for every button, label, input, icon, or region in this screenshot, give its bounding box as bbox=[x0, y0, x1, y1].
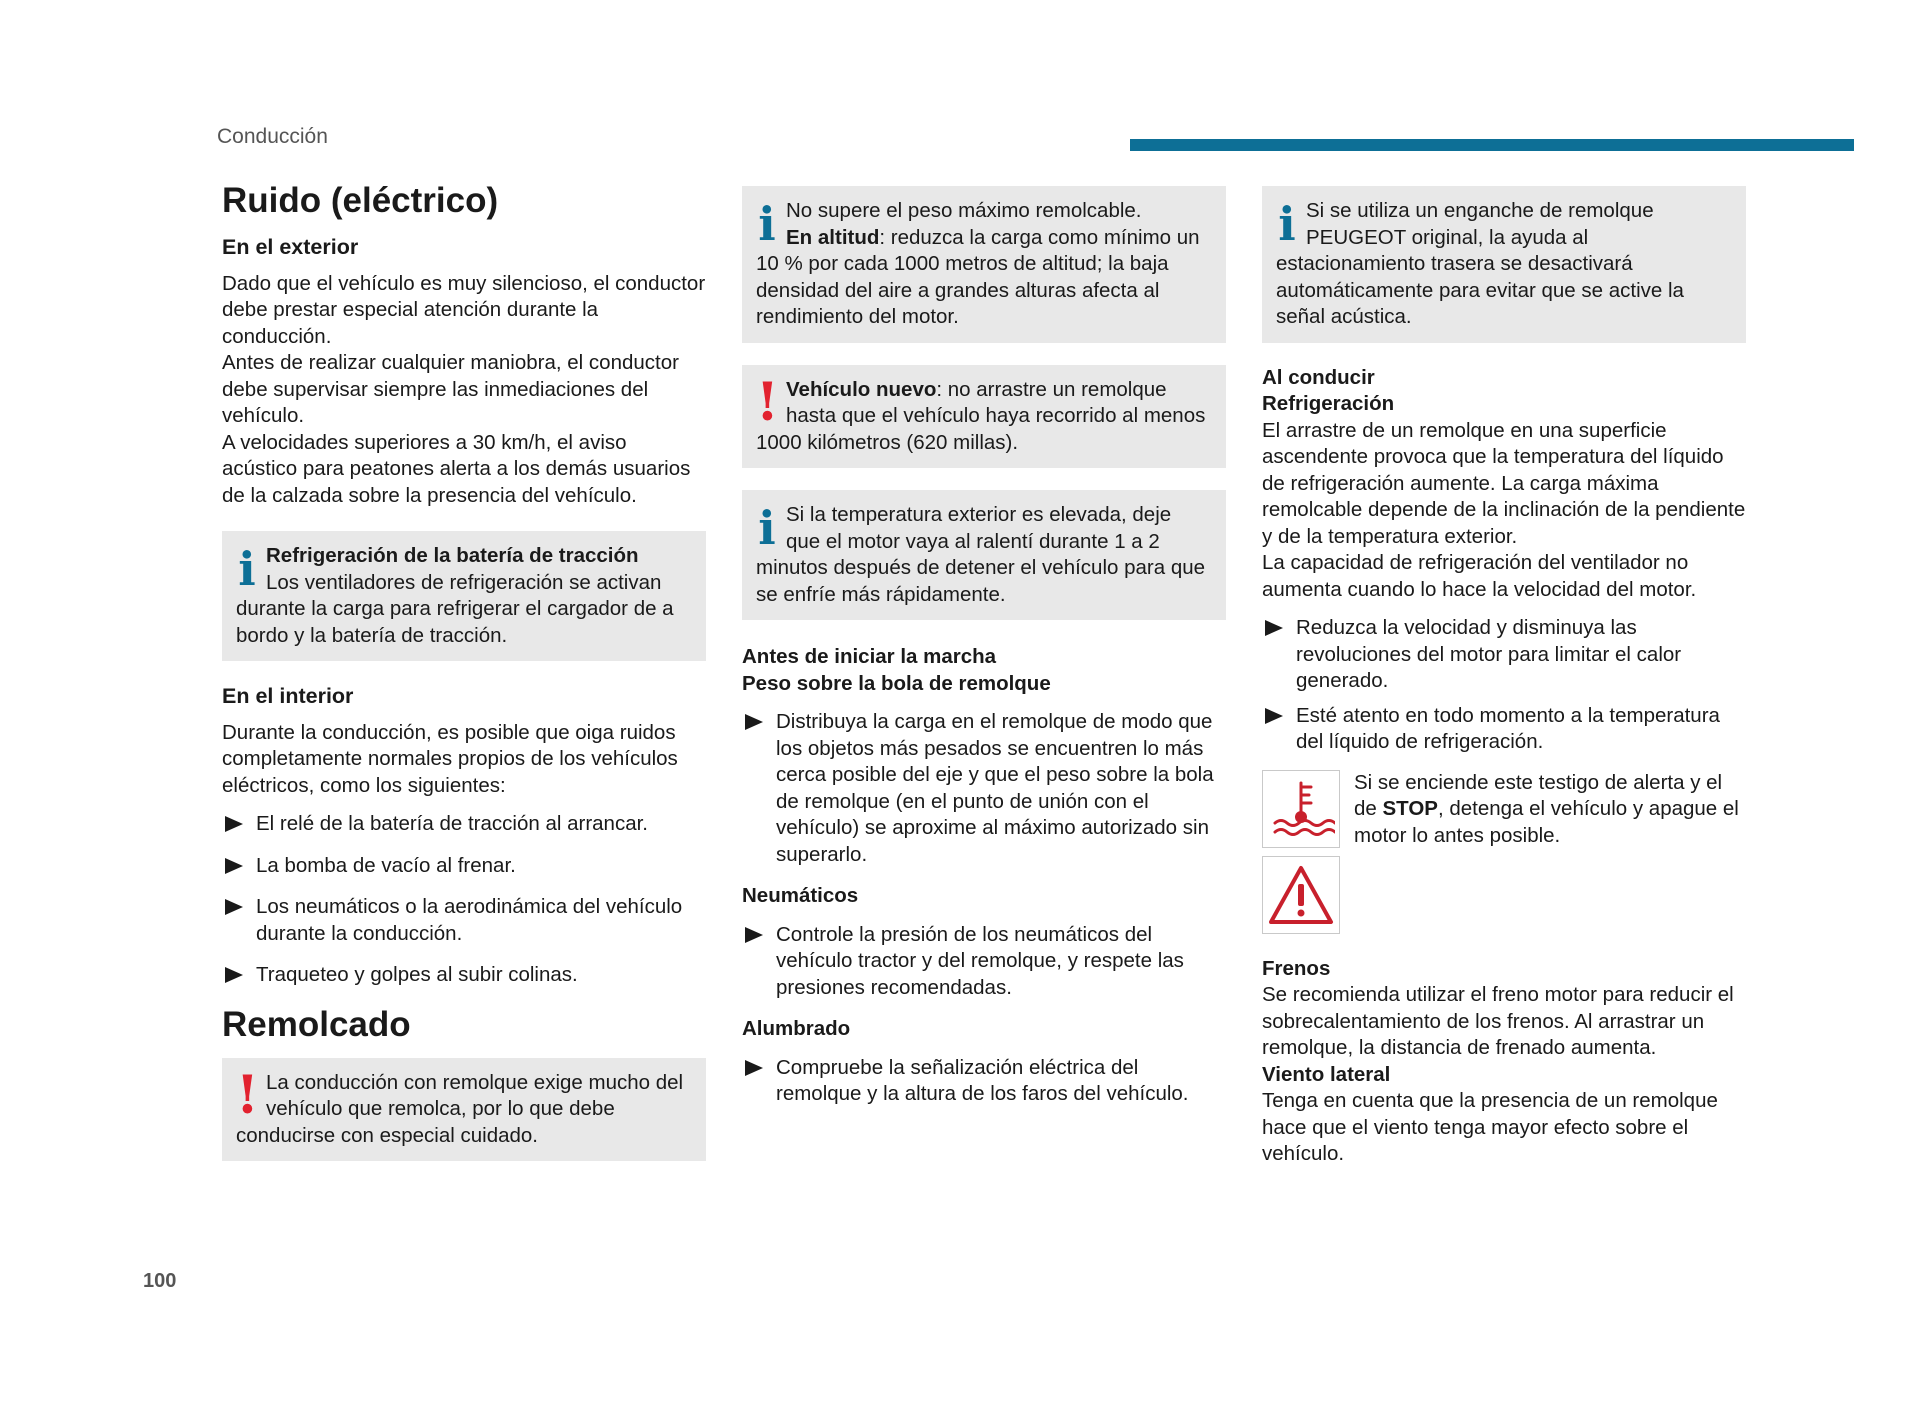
note-battery-text: Los ventiladores de refrigeración se activan durante la carga para refrigerar el cargador de a bordo y la batería de tracción. bbox=[236, 570, 674, 647]
note-altitude-bold: En altitud bbox=[786, 225, 880, 249]
ball-weight-list bbox=[742, 709, 1226, 868]
warning-new-vehicle-text bbox=[756, 371, 1210, 457]
heading-crosswind: Viento lateral bbox=[1262, 1062, 1391, 1086]
coolant-temperature-icon bbox=[1262, 770, 1340, 848]
warning-lamps bbox=[1262, 770, 1344, 942]
lighting-list bbox=[742, 1055, 1226, 1108]
warning-new-vehicle-bold: Vehículo nuevo bbox=[786, 377, 937, 401]
warning-exclamation-icon: ! bbox=[756, 371, 779, 433]
warning-exclamation-icon: ! bbox=[236, 1064, 259, 1126]
list-item: Compruebe la señalización eléctrica del remolque y la altura de los faros del vehículo. bbox=[742, 1055, 1226, 1108]
note-temperature bbox=[742, 490, 1226, 620]
info-icon: i bbox=[238, 542, 256, 596]
list-item: Traqueteo y golpes al subir colinas. bbox=[222, 962, 706, 989]
paragraph-cooling-2: La capacidad de refrigeración del ventilador no aumenta cuando lo hace la velocidad del motor. bbox=[1262, 551, 1697, 601]
warning-new-vehicle-rest: : no arrastre un remolque hasta que el vehículo haya recorrido al menos 1000 kilómetros (620 millas). bbox=[756, 377, 1206, 454]
heading-lighting: Alumbrado bbox=[742, 1017, 851, 1040]
note-temperature-text: Si la temperatura exterior es elevada, deje que el motor vaya al ralentí durante 1 a 2 minutos después de detener el vehículo para que se enfríe más rápidamente. bbox=[756, 503, 1206, 606]
list-item: La bomba de vacío al frenar. bbox=[222, 853, 706, 880]
heading-tyres: Neumáticos bbox=[742, 884, 859, 907]
list-item: El relé de la batería de tracción al arrancar. bbox=[222, 811, 706, 838]
interior-noise-list bbox=[222, 811, 706, 989]
tyres-list bbox=[742, 922, 1226, 1002]
list-item: Controle la presión de los neumáticos del vehículo tractor y del remolque, y respete las presiones recomendadas. bbox=[742, 922, 1226, 1002]
paragraph-exterior-1: Dado que el vehículo es muy silencioso, el conductor debe prestar especial atención durante la conducción. bbox=[222, 271, 706, 348]
note-tow-hitch-text: Si se utiliza un enganche de remolque PEUGEOT original, la ayuda al estacionamiento trasera se desactivará automáticamente para evitar que se active la señal acústica. bbox=[1276, 199, 1684, 328]
heading-brakes: Frenos bbox=[1262, 956, 1331, 980]
page-number: 100 bbox=[143, 1270, 177, 1292]
note-battery-title: Refrigeración de la batería de tracción bbox=[266, 544, 639, 567]
note-tow-hitch bbox=[1262, 186, 1746, 343]
note-battery-cooling bbox=[222, 531, 706, 661]
info-icon: i bbox=[758, 197, 776, 251]
title-towing: Remolcado bbox=[222, 1004, 411, 1044]
heading-cooling: Refrigeración bbox=[1262, 392, 1395, 415]
info-icon: i bbox=[1278, 197, 1296, 251]
warning-towing bbox=[222, 1058, 706, 1162]
column-1 bbox=[222, 180, 706, 1161]
heading-before-driving: Antes de iniciar la marcha bbox=[742, 645, 997, 668]
header-accent-bar bbox=[1130, 139, 1854, 151]
cooling-list bbox=[1262, 615, 1746, 756]
note-altitude bbox=[756, 225, 1210, 331]
note-max-weight-line1: No supere el peso máximo remolcable. bbox=[786, 199, 1142, 222]
coolant-warning-text bbox=[1354, 770, 1746, 942]
coolant-warning-stop: STOP bbox=[1382, 797, 1438, 820]
list-item: Esté atento en todo momento a la temperatura del líquido de refrigeración. bbox=[1262, 703, 1746, 756]
paragraph-cooling-1: El arrastre de un remolque en una superficie ascendente provoca que la temperatura del líquido de refrigeración aumente. La carga máxima remolcable depende de la inclinación de la pendiente y de la temperatura exterior. bbox=[1262, 418, 1746, 548]
column-2 bbox=[742, 180, 1226, 1123]
heading-ball-weight: Peso sobre la bola de remolque bbox=[742, 671, 1051, 695]
list-item: Reduzca la velocidad y disminuya las revoluciones del motor para limitar el calor generado. bbox=[1262, 615, 1746, 695]
note-altitude-text: : reduzca la carga como mínimo un 10 % por cada 1000 metros de altitud; la baja densidad del aire a grandes alturas afecta al rendimiento del motor. bbox=[756, 225, 1200, 328]
title-noise: Ruido (eléctrico) bbox=[222, 181, 499, 220]
paragraph-interior: Durante la conducción, es posible que oiga ruidos completamente normales propios de los vehículos eléctricos, como los siguientes: bbox=[222, 720, 678, 797]
heading-when-driving: Al conducir bbox=[1262, 365, 1375, 389]
coolant-warning-text-1: Si se enciende este testigo de alerta y el de bbox=[1354, 770, 1723, 820]
heading-exterior: En el exterior bbox=[222, 235, 359, 259]
warning-new-vehicle bbox=[742, 365, 1226, 469]
paragraph-exterior-3: A velocidades superiores a 30 km/h, el aviso acústico para peatones alerta a los demás usuarios de la calzada sobre la presencia del vehículo. bbox=[222, 430, 691, 507]
warning-towing-text: La conducción con remolque exige mucho del vehículo que remolca, por lo que debe conducirse con especial cuidado. bbox=[236, 1070, 684, 1147]
heading-interior: En el interior bbox=[222, 684, 354, 708]
list-item: Los neumáticos o la aerodinámica del vehículo durante la conducción. bbox=[222, 894, 706, 947]
column-3 bbox=[1262, 180, 1746, 1168]
paragraph-exterior-2: Antes de realizar cualquier maniobra, el conductor debe supervisar siempre las inmediaciones del vehículo. bbox=[222, 351, 679, 427]
paragraph-brakes: Se recomienda utilizar el freno motor para reducir el sobrecalentamiento de los frenos. Al arrastrar un remolque, la distancia de frenado aumenta. bbox=[1262, 983, 1734, 1059]
info-icon: i bbox=[758, 501, 776, 555]
stop-warning-triangle-icon bbox=[1262, 856, 1340, 934]
coolant-warning-row bbox=[1262, 770, 1746, 942]
note-max-weight bbox=[742, 186, 1226, 343]
list-item: Distribuya la carga en el remolque de modo que los objetos más pesados se encuentren lo más cerca posible del eje y que el peso sobre la bola de remolque (en el punto de unión con el vehículo) se aproxime al máximo autorizado sin superarlo. bbox=[742, 709, 1226, 868]
paragraph-crosswind: Tenga en cuenta que la presencia de un remolque hace que el viento tenga mayor efecto sobre el vehículo. bbox=[1262, 1089, 1718, 1165]
section-label: Conducción bbox=[217, 125, 328, 148]
coolant-warning-text-2: , detenga el vehículo y apague el motor lo antes posible. bbox=[1354, 797, 1739, 847]
